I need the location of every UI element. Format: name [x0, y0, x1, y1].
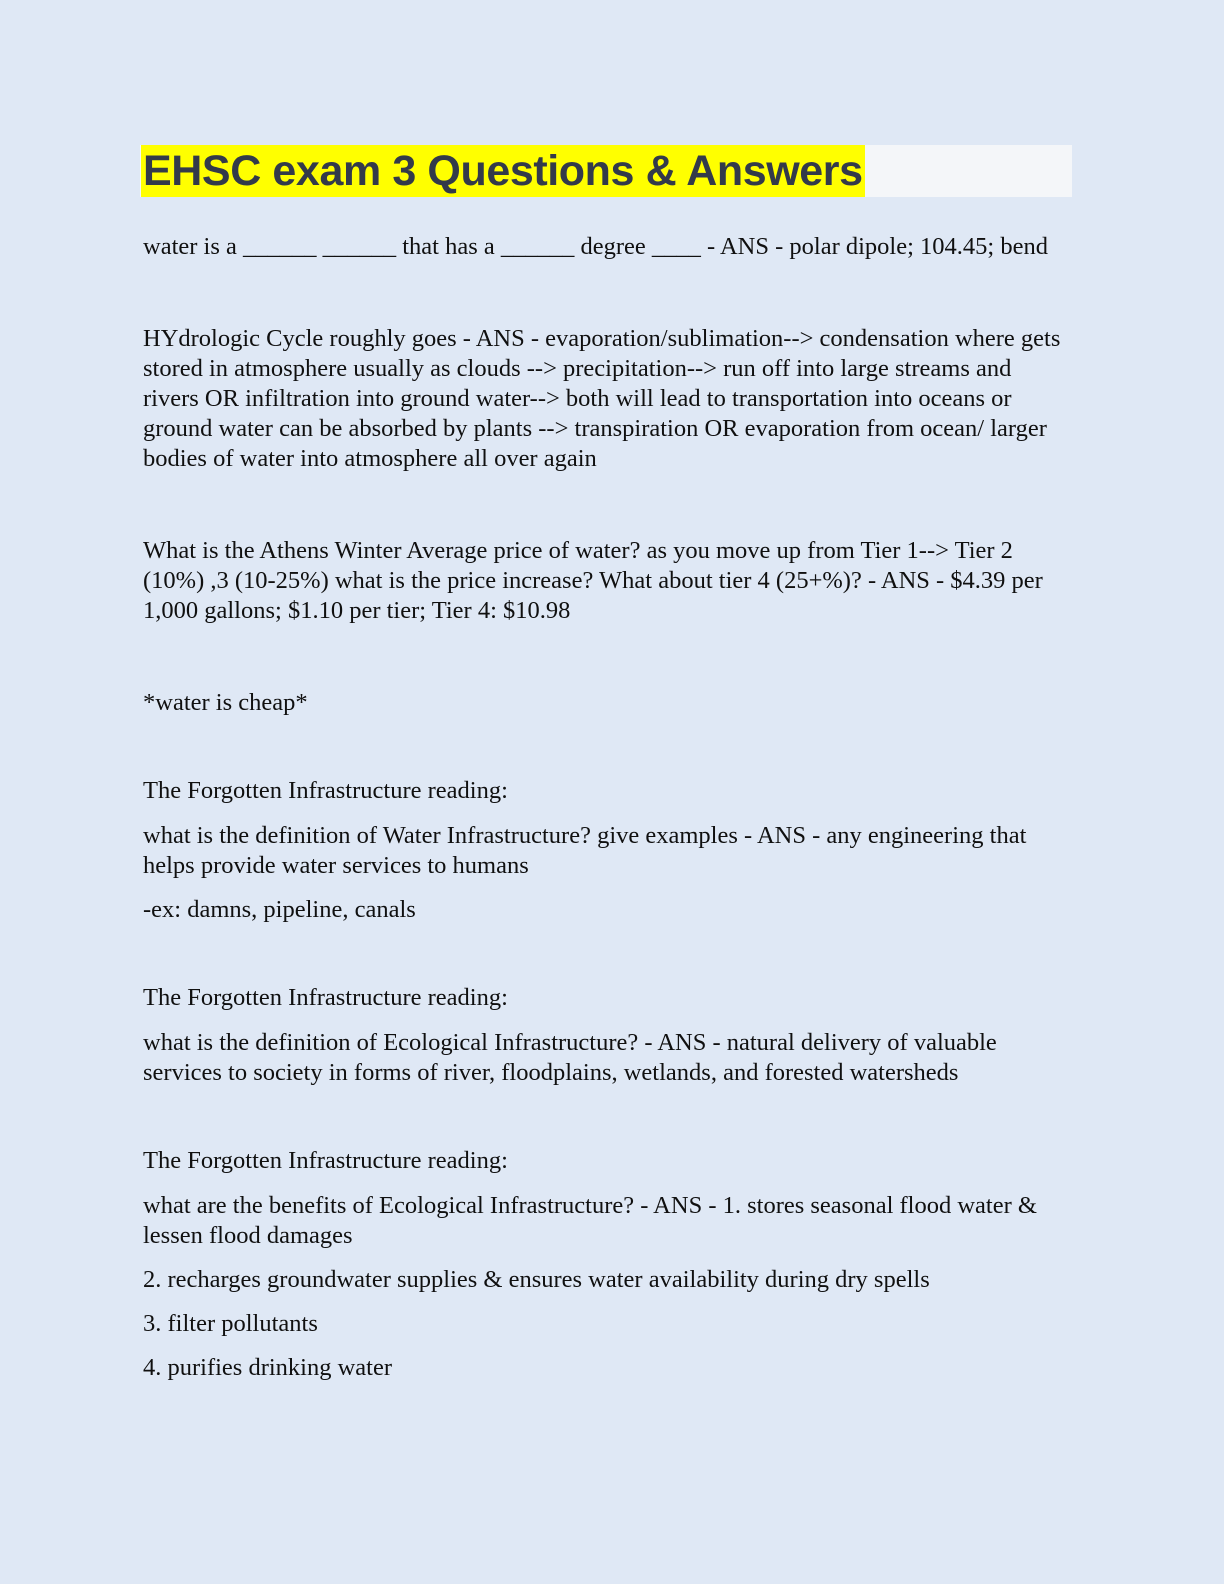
- qa-block-water-infrastructure: what is the definition of Water Infrastructure? give examples - ANS - any engineering that helps provide water services to humans: [143, 822, 1033, 879]
- document-title-highlight: [141, 145, 865, 197]
- qa-block-ecological-infrastructure: what is the definition of Ecological Infrastructure? - ANS - natural delivery of valuable services to society in forms of river, floodplains, wetlands, and forested watersheds: [143, 1029, 1003, 1086]
- spacer: [143, 1295, 1068, 1309]
- spacer: [143, 262, 1068, 324]
- page-title: EHSC exam 3 Questions & Answers: [143, 147, 863, 195]
- qa-block-water-definition: water is a ______ ______ that has a ______ degree ____ - ANS - polar dipole; 104.45; bend: [143, 233, 1048, 260]
- note-water-is-cheap: *water is cheap*: [143, 689, 308, 716]
- benefit-item-2: 2. recharges groundwater supplies & ensures water availability during dry spells: [143, 1266, 930, 1293]
- benefit-item-3: 3. filter pollutants: [143, 1310, 318, 1337]
- spacer: [143, 626, 1068, 688]
- spacer: [143, 1013, 1068, 1028]
- spacer: [143, 1088, 1068, 1146]
- spacer: [143, 881, 1068, 895]
- document-body: [143, 232, 1068, 1383]
- qa-block-hydrologic-cycle: HYdrologic Cycle roughly goes - ANS - evaporation/sublimation--> condensation where gets stored in atmosphere usually as clouds --> precipitation--> run off into large streams and rivers OR infiltration into ground water--> both will lead to transportation into oceans or ground water can be absorbed by plants --> transpiration OR evaporation from ocean/ larger bodies of water into atmosphere all over again: [143, 325, 1067, 472]
- heading-forgotten-infrastructure-2: The Forgotten Infrastructure reading:: [143, 984, 508, 1011]
- spacer: [143, 806, 1068, 821]
- qa-block-ecological-benefits: what are the benefits of Ecological Infrastructure? - ANS - 1. stores seasonal flood water & lessen flood damages: [143, 1192, 1044, 1249]
- heading-forgotten-infrastructure-1: The Forgotten Infrastructure reading:: [143, 777, 508, 804]
- qa-block-athens-water-price: What is the Athens Winter Average price of water? as you move up from Tier 1--> Tier 2 (10%) ,3 (10-25%) what is the price increase? What about tier 4 (25+%)? - ANS - $4.39 per 1,000 gallons; $1.10 per tier; Tier 4: $10.98: [143, 537, 1049, 624]
- benefit-item-4: 4. purifies drinking water: [143, 1354, 393, 1381]
- spacer: [143, 474, 1068, 536]
- heading-forgotten-infrastructure-3: The Forgotten Infrastructure reading:: [143, 1147, 508, 1174]
- spacer: [143, 1176, 1068, 1191]
- qa-block-water-infrastructure-examples: -ex: damns, pipeline, canals: [143, 896, 416, 923]
- spacer: [143, 718, 1068, 776]
- spacer: [143, 925, 1068, 983]
- spacer: [143, 1251, 1068, 1265]
- spacer: [143, 1339, 1068, 1353]
